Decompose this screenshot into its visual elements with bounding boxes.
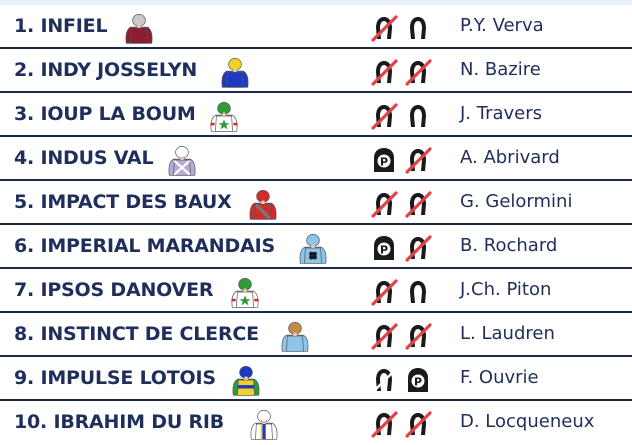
jockey-silk-icon <box>228 275 262 309</box>
runner-name: 2. INDY JOSSELYN <box>14 59 198 81</box>
runner-row[interactable] <box>0 357 632 401</box>
runner-name: 6. IMPERIAL MARANDAIS <box>14 235 275 257</box>
jockey-silk-icon <box>122 11 156 45</box>
jockey-name: L. Laudren <box>460 323 555 344</box>
jockey-name: N. Bazire <box>460 59 541 80</box>
shoeing-indicator <box>370 190 434 218</box>
runner-row[interactable] <box>0 181 632 225</box>
shoeing-indicator <box>370 410 434 438</box>
jockey-name: D. Locqueneux <box>460 411 595 432</box>
runner-row[interactable] <box>0 5 632 49</box>
shoeing-indicator <box>370 278 434 306</box>
shod-icon <box>404 14 432 42</box>
unshod-icon <box>370 102 398 130</box>
jockey-silk-icon <box>247 407 281 441</box>
runner-name: 3. IOUP LA BOUM <box>14 103 196 125</box>
jockey-silk-icon <box>207 99 241 133</box>
runner-row[interactable] <box>0 49 632 93</box>
unshod-icon <box>404 322 432 350</box>
jockey-name: G. Gelormini <box>460 191 573 212</box>
runner-name: 4. INDUS VAL <box>14 147 154 169</box>
svg-text:P: P <box>379 243 389 257</box>
runner-row[interactable] <box>0 225 632 269</box>
plate-icon <box>370 234 398 262</box>
runner-name: 5. IMPACT DES BAUX <box>14 191 232 213</box>
shoeing-indicator <box>370 322 434 350</box>
runner-name: 10. IBRAHIM DU RIB <box>14 411 225 433</box>
shod-icon <box>404 102 432 130</box>
jockey-name: B. Rochard <box>460 235 558 256</box>
shoeing-indicator <box>370 14 434 42</box>
svg-text:P: P <box>379 155 389 169</box>
shod-icon <box>404 278 432 306</box>
runner-row[interactable] <box>0 269 632 313</box>
jockey-silk-icon <box>296 231 330 265</box>
shoeing-indicator <box>370 102 434 130</box>
unshod-icon <box>404 58 432 86</box>
runner-row[interactable] <box>0 401 632 445</box>
unshod-icon <box>370 14 398 42</box>
runner-name: 1. INFIEL <box>14 15 108 37</box>
runner-name: 9. IMPULSE LOTOIS <box>14 367 216 389</box>
unshod-icon <box>370 190 398 218</box>
unshod-icon <box>370 278 398 306</box>
runner-name: 8. INSTINCT DE CLERCE <box>14 323 259 345</box>
jockey-silk-icon <box>229 363 263 397</box>
runner-name: 7. IPSOS DANOVER <box>14 279 214 301</box>
unshod-icon <box>370 410 398 438</box>
unshod-icon <box>370 322 398 350</box>
jockey-silk-icon <box>218 55 252 89</box>
shoeing-indicator <box>370 366 434 394</box>
unshod-icon <box>404 234 432 262</box>
runner-row[interactable] <box>0 137 632 181</box>
unshod-icon <box>404 410 432 438</box>
jockey-name: J. Travers <box>460 103 543 124</box>
jockey-silk-icon <box>278 319 312 353</box>
shoeing-indicator <box>370 146 434 174</box>
jockey-name: A. Abrivard <box>460 147 560 168</box>
jockey-name: P.Y. Verva <box>460 15 544 36</box>
svg-text:P: P <box>413 375 423 389</box>
jockey-name: F. Ouvrie <box>460 367 539 388</box>
runner-row[interactable] <box>0 93 632 137</box>
unshod-front-icon <box>370 366 398 394</box>
unshod-icon <box>404 146 432 174</box>
plate-icon <box>370 146 398 174</box>
jockey-name: J.Ch. Piton <box>460 279 552 300</box>
unshod-icon <box>404 190 432 218</box>
shoeing-indicator <box>370 234 434 262</box>
runner-row[interactable] <box>0 313 632 357</box>
jockey-silk-icon <box>165 143 199 177</box>
shoeing-indicator <box>370 58 434 86</box>
unshod-icon <box>370 58 398 86</box>
jockey-silk-icon <box>246 187 280 221</box>
plate-icon <box>404 366 432 394</box>
